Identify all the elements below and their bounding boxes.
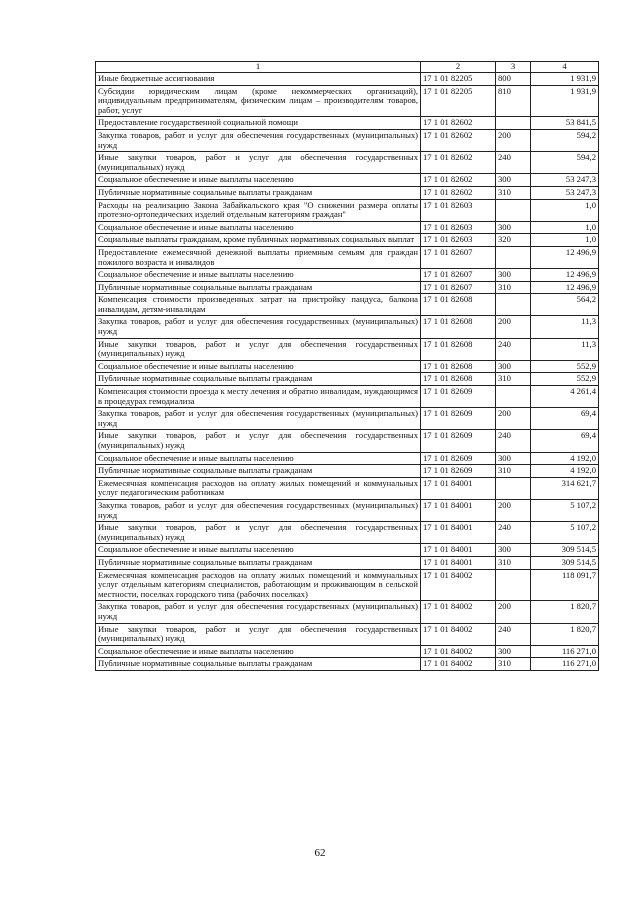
row-amount: 53 247,3 xyxy=(531,174,599,187)
row-target-code: 17 1 01 82602 xyxy=(421,152,496,174)
row-description: Иные закупки товаров, работ и услуг для обеспечения государственных (муниципальных) нужд xyxy=(96,338,421,360)
table-row xyxy=(96,601,599,623)
row-target-code: 17 1 01 84002 xyxy=(421,645,496,658)
row-amount: 1,0 xyxy=(531,199,599,221)
row-amount: 594,2 xyxy=(531,152,599,174)
table-row xyxy=(96,294,599,316)
table-row xyxy=(96,281,599,294)
row-amount: 5 107,2 xyxy=(531,522,599,544)
row-expense-type: 200 xyxy=(496,601,531,623)
row-description: Субсидии юридическим лицам (кроме некоммерческих организаций), индивидуальным предпринимателям, физическим лицам – производителям товаров, работ, услуг xyxy=(96,85,421,117)
row-expense-type xyxy=(496,246,531,268)
table-body xyxy=(96,73,599,671)
table-row xyxy=(96,221,599,234)
table-row xyxy=(96,623,599,645)
row-target-code: 17 1 01 82609 xyxy=(421,452,496,465)
table-row xyxy=(96,129,599,151)
row-amount: 69,4 xyxy=(531,430,599,452)
row-amount: 309 514,5 xyxy=(531,556,599,569)
row-description: Иные закупки товаров, работ и услуг для обеспечения государственных (муниципальных) нужд xyxy=(96,623,421,645)
page-number: 62 xyxy=(314,847,326,859)
table-row xyxy=(96,556,599,569)
row-expense-type: 310 xyxy=(496,658,531,671)
row-expense-type xyxy=(496,199,531,221)
table-row xyxy=(96,246,599,268)
row-target-code: 17 1 01 84001 xyxy=(421,556,496,569)
row-target-code: 17 1 01 82602 xyxy=(421,174,496,187)
row-target-code: 17 1 01 84002 xyxy=(421,658,496,671)
row-description: Публичные нормативные социальные выплаты гражданам xyxy=(96,465,421,478)
row-target-code: 17 1 01 82609 xyxy=(421,408,496,430)
row-amount: 11,3 xyxy=(531,316,599,338)
row-expense-type: 300 xyxy=(496,269,531,282)
row-target-code: 17 1 01 82609 xyxy=(421,386,496,408)
row-target-code: 17 1 01 82205 xyxy=(421,73,496,86)
row-description: Закупка товаров, работ и услуг для обеспечения государственных (муниципальных) нужд xyxy=(96,408,421,430)
row-expense-type: 320 xyxy=(496,234,531,247)
row-description: Социальное обеспечение и иные выплаты населению xyxy=(96,269,421,282)
row-amount: 12 496,9 xyxy=(531,269,599,282)
row-target-code: 17 1 01 82608 xyxy=(421,373,496,386)
row-amount: 11,3 xyxy=(531,338,599,360)
row-amount: 4 192,0 xyxy=(531,452,599,465)
table-row xyxy=(96,360,599,373)
row-amount: 564,2 xyxy=(531,294,599,316)
table-row xyxy=(96,199,599,221)
table-row xyxy=(96,174,599,187)
table-row xyxy=(96,234,599,247)
row-description: Закупка товаров, работ и услуг для обеспечения государственных (муниципальных) нужд xyxy=(96,316,421,338)
row-description: Публичные нормативные социальные выплаты гражданам xyxy=(96,658,421,671)
row-target-code: 17 1 01 82602 xyxy=(421,117,496,130)
header-row xyxy=(96,62,599,73)
row-amount: 5 107,2 xyxy=(531,499,599,521)
row-expense-type: 310 xyxy=(496,465,531,478)
row-amount: 116 271,0 xyxy=(531,645,599,658)
row-amount: 594,2 xyxy=(531,129,599,151)
row-target-code: 17 1 01 82603 xyxy=(421,199,496,221)
row-description: Социальное обеспечение и иные выплаты населению xyxy=(96,174,421,187)
row-expense-type: 300 xyxy=(496,452,531,465)
row-expense-type: 810 xyxy=(496,85,531,117)
row-description: Закупка товаров, работ и услуг для обеспечения государственных (муниципальных) нужд xyxy=(96,499,421,521)
row-target-code: 17 1 01 84001 xyxy=(421,522,496,544)
row-expense-type: 200 xyxy=(496,316,531,338)
header-col-3: 3 xyxy=(496,62,531,73)
row-description: Публичные нормативные социальные выплаты гражданам xyxy=(96,373,421,386)
header-col-2: 2 xyxy=(421,62,496,73)
row-amount: 4 261,4 xyxy=(531,386,599,408)
row-expense-type: 200 xyxy=(496,129,531,151)
row-target-code: 17 1 01 82608 xyxy=(421,360,496,373)
table-header xyxy=(96,62,599,73)
row-expense-type: 240 xyxy=(496,623,531,645)
table-row xyxy=(96,316,599,338)
row-expense-type: 300 xyxy=(496,174,531,187)
row-amount: 1,0 xyxy=(531,234,599,247)
row-amount: 1,0 xyxy=(531,221,599,234)
row-target-code: 17 1 01 84002 xyxy=(421,569,496,601)
row-description: Иные закупки товаров, работ и услуг для обеспечения государственных (муниципальных) нужд xyxy=(96,430,421,452)
row-description: Расходы на реализацию Закона Забайкальского края "О снижении размера оплаты протезно-ортопедических изделий отдельным категориям граждан" xyxy=(96,199,421,221)
table-row xyxy=(96,544,599,557)
row-expense-type: 310 xyxy=(496,556,531,569)
row-amount: 552,9 xyxy=(531,360,599,373)
row-target-code: 17 1 01 84001 xyxy=(421,477,496,499)
row-description: Публичные нормативные социальные выплаты гражданам xyxy=(96,556,421,569)
row-target-code: 17 1 01 82608 xyxy=(421,294,496,316)
row-description: Ежемесячная компенсация расходов на оплату жилых помещений и коммунальных услуг педагогическим работникам xyxy=(96,477,421,499)
table-row xyxy=(96,645,599,658)
table-row xyxy=(96,152,599,174)
row-target-code: 17 1 01 82608 xyxy=(421,316,496,338)
table-row xyxy=(96,117,599,130)
row-target-code: 17 1 01 82609 xyxy=(421,465,496,478)
row-expense-type: 240 xyxy=(496,522,531,544)
budget-table xyxy=(95,61,599,671)
row-expense-type: 800 xyxy=(496,73,531,86)
row-amount: 1 820,7 xyxy=(531,623,599,645)
row-expense-type: 300 xyxy=(496,645,531,658)
row-amount: 53 841,5 xyxy=(531,117,599,130)
table-row xyxy=(96,430,599,452)
row-target-code: 17 1 01 82603 xyxy=(421,221,496,234)
row-expense-type: 310 xyxy=(496,373,531,386)
row-expense-type xyxy=(496,294,531,316)
row-target-code: 17 1 01 82205 xyxy=(421,85,496,117)
table-row xyxy=(96,338,599,360)
row-expense-type: 200 xyxy=(496,499,531,521)
table-row xyxy=(96,186,599,199)
row-description: Социальное обеспечение и иные выплаты населению xyxy=(96,221,421,234)
row-description: Закупка товаров, работ и услуг для обеспечения государственных (муниципальных) нужд xyxy=(96,129,421,151)
row-expense-type: 240 xyxy=(496,338,531,360)
row-expense-type: 200 xyxy=(496,408,531,430)
row-expense-type: 300 xyxy=(496,544,531,557)
table-row xyxy=(96,522,599,544)
row-amount: 116 271,0 xyxy=(531,658,599,671)
row-description: Предоставление ежемесячной денежной выплаты приемным семьям для граждан пожилого возраста и инвалидов xyxy=(96,246,421,268)
row-description: Ежемесячная компенсация расходов на оплату жилых помещений и коммунальных услуг отдельным категориям специалистов, работающим и проживающим в сельской местности, поселках городского типа (рабочих поселках) xyxy=(96,569,421,601)
row-expense-type: 300 xyxy=(496,221,531,234)
table-row xyxy=(96,477,599,499)
table-row xyxy=(96,73,599,86)
row-amount: 1 931,9 xyxy=(531,73,599,86)
table-row xyxy=(96,408,599,430)
row-description: Компенсация стоимости проезда к месту лечения и обратно инвалидам, нуждающимся в процедурах гемодиализа xyxy=(96,386,421,408)
row-description: Социальное обеспечение и иные выплаты населению xyxy=(96,645,421,658)
row-expense-type: 310 xyxy=(496,281,531,294)
row-amount: 12 496,9 xyxy=(531,281,599,294)
row-description: Публичные нормативные социальные выплаты гражданам xyxy=(96,281,421,294)
row-description: Публичные нормативные социальные выплаты гражданам xyxy=(96,186,421,199)
row-target-code: 17 1 01 82607 xyxy=(421,281,496,294)
row-target-code: 17 1 01 82607 xyxy=(421,269,496,282)
table-row xyxy=(96,85,599,117)
table-row xyxy=(96,465,599,478)
row-description: Социальное обеспечение и иные выплаты населению xyxy=(96,360,421,373)
row-amount: 1 820,7 xyxy=(531,601,599,623)
row-expense-type xyxy=(496,386,531,408)
row-expense-type: 300 xyxy=(496,360,531,373)
row-description: Компенсация стоимости произведенных затрат на пристройку пандуса, балкона инвалидам, детям-инвалидам xyxy=(96,294,421,316)
table-row xyxy=(96,373,599,386)
row-description: Иные закупки товаров, работ и услуг для обеспечения государственных (муниципальных) нужд xyxy=(96,522,421,544)
row-expense-type: 240 xyxy=(496,152,531,174)
row-target-code: 17 1 01 84002 xyxy=(421,601,496,623)
row-target-code: 17 1 01 82608 xyxy=(421,338,496,360)
row-target-code: 17 1 01 82602 xyxy=(421,129,496,151)
row-expense-type xyxy=(496,569,531,601)
row-expense-type: 240 xyxy=(496,430,531,452)
row-amount: 118 091,7 xyxy=(531,569,599,601)
table-row xyxy=(96,269,599,282)
row-target-code: 17 1 01 84002 xyxy=(421,623,496,645)
row-target-code: 17 1 01 82609 xyxy=(421,430,496,452)
row-amount: 53 247,3 xyxy=(531,186,599,199)
row-amount: 69,4 xyxy=(531,408,599,430)
row-target-code: 17 1 01 82602 xyxy=(421,186,496,199)
row-expense-type: 310 xyxy=(496,186,531,199)
table-row xyxy=(96,386,599,408)
row-amount: 12 496,9 xyxy=(531,246,599,268)
header-col-4: 4 xyxy=(531,62,599,73)
table-row xyxy=(96,499,599,521)
row-expense-type xyxy=(496,117,531,130)
row-description: Социальное обеспечение и иные выплаты населению xyxy=(96,452,421,465)
row-description: Социальное обеспечение и иные выплаты населению xyxy=(96,544,421,557)
row-target-code: 17 1 01 82607 xyxy=(421,246,496,268)
header-col-1: 1 xyxy=(96,62,421,73)
row-target-code: 17 1 01 84001 xyxy=(421,544,496,557)
row-target-code: 17 1 01 84001 xyxy=(421,499,496,521)
row-description: Иные закупки товаров, работ и услуг для обеспечения государственных (муниципальных) нужд xyxy=(96,152,421,174)
row-amount: 552,9 xyxy=(531,373,599,386)
row-description: Иные бюджетные ассигнования xyxy=(96,73,421,86)
row-amount: 309 514,5 xyxy=(531,544,599,557)
row-amount: 4 192,0 xyxy=(531,465,599,478)
row-amount: 314 621,7 xyxy=(531,477,599,499)
row-description: Социальные выплаты гражданам, кроме публичных нормативных социальных выплат xyxy=(96,234,421,247)
row-expense-type xyxy=(496,477,531,499)
table-row xyxy=(96,452,599,465)
row-description: Закупка товаров, работ и услуг для обеспечения государственных (муниципальных) нужд xyxy=(96,601,421,623)
row-amount: 1 931,9 xyxy=(531,85,599,117)
table-row xyxy=(96,658,599,671)
row-target-code: 17 1 01 82603 xyxy=(421,234,496,247)
table-row xyxy=(96,569,599,601)
row-description: Предоставление государственной социальной помощи xyxy=(96,117,421,130)
